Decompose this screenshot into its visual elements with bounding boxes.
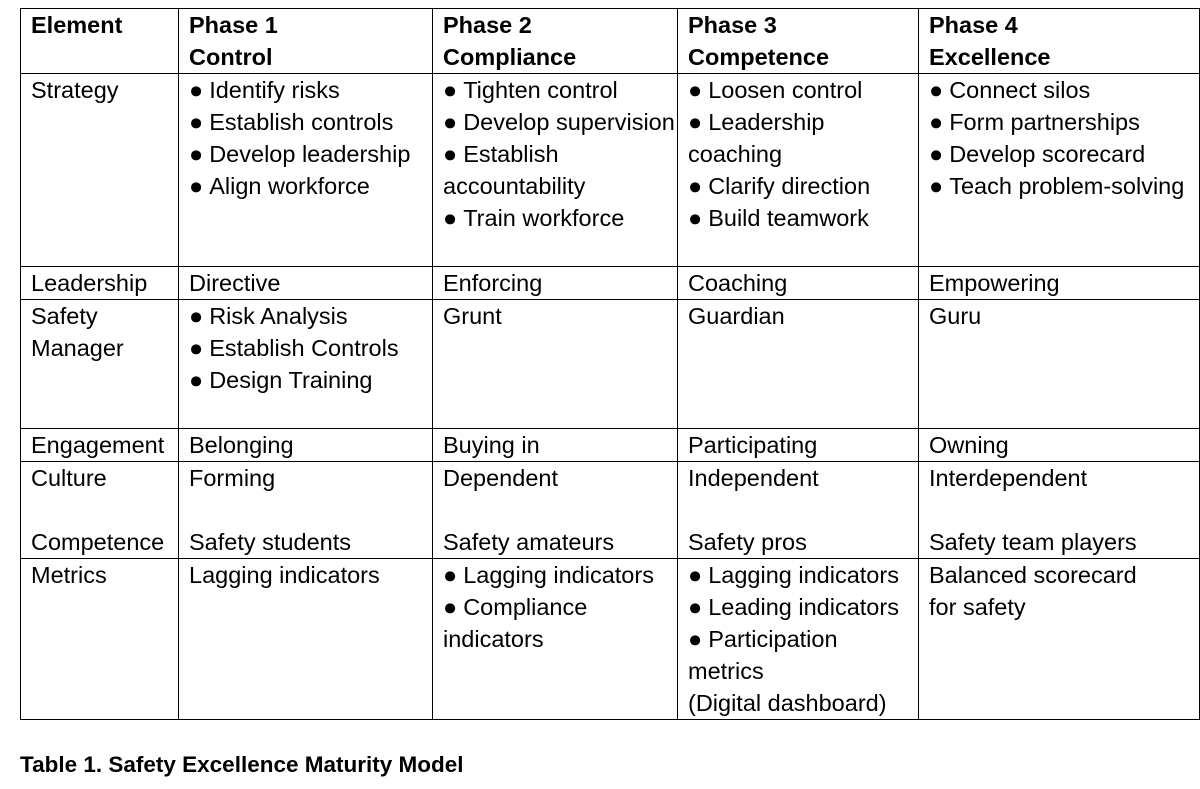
header-phase-3: Phase 3 Competence — [678, 9, 919, 74]
bullet-item — [688, 591, 916, 623]
bullet-text: Lagging indicators — [708, 562, 899, 588]
bullet-text: Develop leadership — [209, 141, 411, 167]
bullet-text: Build teamwork — [708, 205, 869, 231]
bullet-item — [443, 202, 675, 234]
bullet-item — [929, 74, 1195, 106]
bullet-icon: ● — [688, 173, 703, 199]
cell-metrics-phase-4: Balanced scorecard for safety — [919, 559, 1200, 720]
header-phase-1: Phase 1 Control — [179, 9, 433, 74]
bullet-item — [688, 170, 914, 202]
cell-metrics-phase-1: Lagging indicators — [179, 559, 433, 720]
dashboard-note: (Digital dashboard) — [688, 690, 887, 716]
bullet-icon: ● — [688, 205, 703, 231]
bullet-text: Establish controls — [209, 109, 394, 135]
row-culture — [21, 462, 1200, 559]
bullet-text: Develop supervision — [463, 109, 675, 135]
bullet-text: Connect silos — [949, 77, 1091, 103]
bullet-text: Compliance indicators — [443, 594, 588, 652]
maturity-model-table — [20, 8, 1200, 720]
cell-culture-phase-1: Forming Safety students — [179, 462, 433, 559]
bullet-item — [929, 170, 1195, 202]
bullet-icon: ● — [688, 562, 703, 588]
row-label: Metrics — [21, 559, 179, 720]
bullet-text: Align workforce — [209, 173, 370, 199]
bullet-text: Tighten control — [463, 77, 618, 103]
row-label: Strategy — [21, 74, 179, 267]
bullet-icon: ● — [688, 594, 703, 620]
cell-strategy-phase-1 — [179, 74, 433, 267]
bullet-icon: ● — [443, 77, 458, 103]
bullet-text: Establish accountability — [443, 141, 586, 199]
cell-strategy-phase-2 — [433, 74, 678, 267]
bullet-icon: ● — [189, 77, 204, 103]
bullet-icon: ● — [688, 109, 703, 135]
bullet-text: Teach problem-solving — [949, 173, 1185, 199]
bullet-icon: ● — [688, 77, 703, 103]
bullet-item — [189, 170, 428, 202]
bullet-text: Develop scorecard — [949, 141, 1146, 167]
cell-safety-manager-phase-4: Guru — [919, 300, 1200, 429]
row-safety-manager — [21, 300, 1200, 429]
cell-engagement-phase-2: Buying in — [433, 429, 678, 462]
bullet-icon: ● — [189, 173, 204, 199]
bullet-icon: ● — [189, 109, 204, 135]
cell-metrics-phase-3 — [678, 559, 919, 720]
bullet-item — [443, 74, 675, 106]
bullet-text: Design Training — [209, 367, 373, 393]
bullet-item — [688, 106, 914, 170]
bullet-text: Participation metrics — [688, 626, 838, 684]
bullet-item — [443, 106, 675, 138]
bullet-text: Loosen control — [708, 77, 863, 103]
bullet-item — [189, 74, 428, 106]
cell-safety-manager-phase-3: Guardian — [678, 300, 919, 429]
header-phase-2: Phase 2 Compliance — [433, 9, 678, 74]
bullet-item — [688, 623, 916, 687]
bullet-text: Leading indicators — [708, 594, 899, 620]
bullet-icon: ● — [189, 303, 204, 329]
bullet-icon: ● — [929, 173, 944, 199]
bullet-icon: ● — [929, 77, 944, 103]
bullet-text: Identify risks — [209, 77, 340, 103]
row-label: Leadership — [21, 267, 179, 300]
row-strategy — [21, 74, 1200, 267]
cell-engagement-phase-3: Participating — [678, 429, 919, 462]
cell-strategy-phase-4 — [919, 74, 1200, 267]
bullet-item — [443, 138, 675, 202]
bullet-icon: ● — [189, 335, 204, 361]
bullet-text: Form partnerships — [949, 109, 1140, 135]
bullet-item — [929, 138, 1195, 170]
cell-leadership-phase-1: Directive — [179, 267, 433, 300]
bullet-text: Leadership coaching — [688, 109, 825, 167]
bullet-icon: ● — [189, 367, 204, 393]
bullet-item — [189, 364, 428, 396]
cell-culture-phase-2: Dependent Safety amateurs — [433, 462, 678, 559]
bullet-icon: ● — [688, 626, 703, 652]
bullet-icon: ● — [443, 205, 458, 231]
row-leadership — [21, 267, 1200, 300]
cell-culture-phase-4: Interdependent Safety team players — [919, 462, 1200, 559]
bullet-icon: ● — [929, 109, 944, 135]
bullet-item — [443, 559, 673, 591]
cell-engagement-phase-1: Belonging — [179, 429, 433, 462]
cell-leadership-phase-4: Empowering — [919, 267, 1200, 300]
bullet-item — [189, 138, 428, 170]
cell-safety-manager-phase-2: Grunt — [433, 300, 678, 429]
row-label: Safety Manager — [21, 300, 179, 429]
bullet-icon: ● — [443, 562, 458, 588]
cell-leadership-phase-3: Coaching — [678, 267, 919, 300]
row-label: Culture Competence — [21, 462, 179, 559]
bullet-item — [443, 591, 673, 655]
cell-culture-phase-3: Independent Safety pros — [678, 462, 919, 559]
bullet-item — [189, 332, 428, 364]
row-metrics — [21, 559, 1200, 720]
cell-engagement-phase-4: Owning — [919, 429, 1200, 462]
bullet-icon: ● — [443, 594, 458, 620]
cell-metrics-phase-2 — [433, 559, 678, 720]
bullet-item — [688, 559, 916, 591]
bullet-text: Risk Analysis — [209, 303, 348, 329]
header-phase-4: Phase 4 Excellence — [919, 9, 1200, 74]
bullet-item — [929, 106, 1195, 138]
bullet-item — [189, 106, 428, 138]
header-element: Element — [21, 9, 179, 74]
bullet-text: Establish Controls — [209, 335, 399, 361]
cell-safety-manager-phase-1 — [179, 300, 433, 429]
bullet-text: Train workforce — [463, 205, 625, 231]
row-engagement — [21, 429, 1200, 462]
row-label: Engagement — [21, 429, 179, 462]
header-row — [21, 9, 1200, 74]
bullet-icon: ● — [443, 141, 458, 167]
bullet-item — [189, 300, 428, 332]
bullet-item — [688, 202, 914, 234]
bullet-icon: ● — [189, 141, 204, 167]
cell-leadership-phase-2: Enforcing — [433, 267, 678, 300]
bullet-icon: ● — [929, 141, 944, 167]
bullet-icon: ● — [443, 109, 458, 135]
bullet-text: Lagging indicators — [463, 562, 654, 588]
cell-strategy-phase-3 — [678, 74, 919, 267]
table-caption: Table 1. Safety Excellence Maturity Model — [20, 752, 464, 777]
bullet-text: Clarify direction — [708, 173, 871, 199]
bullet-item — [688, 74, 914, 106]
